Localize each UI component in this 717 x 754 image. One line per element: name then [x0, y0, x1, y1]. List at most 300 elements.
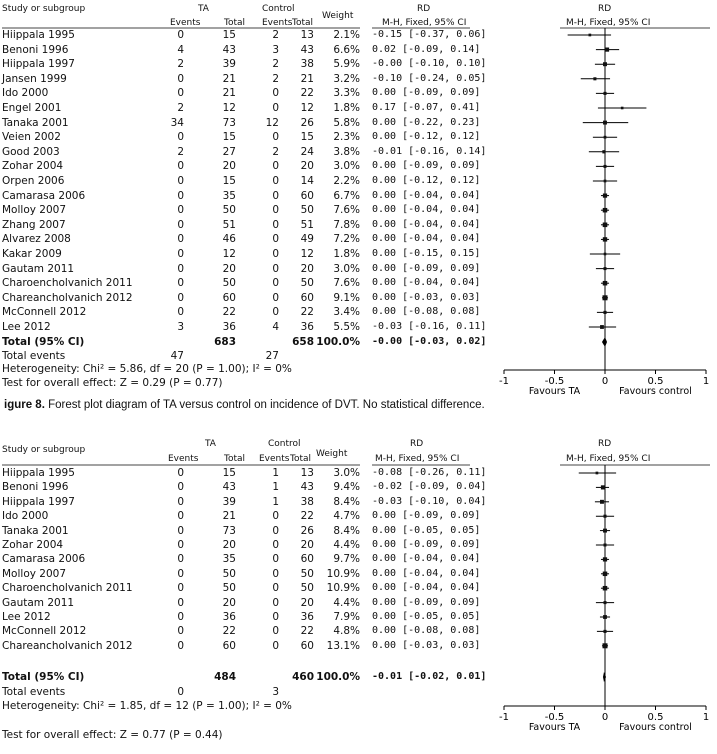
control-events: 1 — [272, 481, 279, 494]
rd-value: -0.15 [-0.37, 0.06] — [372, 29, 487, 40]
weight-value: 5.9% — [333, 58, 360, 71]
weight-value: 4.8% — [333, 625, 360, 638]
ta-events: 0 — [177, 131, 184, 144]
weight-value: 3.2% — [333, 72, 360, 85]
control-events: 0 — [272, 233, 279, 246]
control-total: 50 — [300, 582, 314, 595]
rd-value: -0.10 [-0.24, 0.05] — [372, 72, 487, 84]
total-label: Total (95% CI) — [2, 336, 85, 348]
point-estimate — [604, 136, 607, 139]
weight-value: 3.0% — [333, 262, 360, 275]
point-estimate — [604, 267, 607, 270]
control-total: 15 — [300, 131, 314, 144]
point-estimate — [601, 485, 605, 489]
rd-value: 0.00 [-0.09, 0.09] — [372, 262, 481, 274]
control-events: 0 — [272, 87, 279, 100]
control-total: 38 — [300, 58, 314, 71]
rd-value: 0.00 [-0.04, 0.04] — [372, 204, 481, 216]
study-name: Gautam 2011 — [2, 262, 75, 275]
ta-events: 0 — [177, 510, 184, 523]
header-method-right: M-H, Fixed, 95% CI — [566, 18, 651, 28]
figure-caption — [4, 399, 485, 411]
ta-events: 0 — [177, 218, 184, 231]
control-events: 2 — [272, 72, 279, 85]
weight-value: 5.8% — [333, 116, 360, 129]
ta-total: 12 — [222, 248, 236, 260]
point-estimate — [604, 253, 607, 256]
control-events: 2 — [272, 29, 279, 41]
control-events: 0 — [272, 204, 279, 217]
forest-plot-graphic — [0, 436, 717, 754]
control-total: 60 — [300, 291, 314, 304]
heterogeneity: Heterogeneity: Chi² = 5.86, df = 20 (P = 1.00); I² = 0% — [2, 363, 292, 375]
control-total: 20 — [300, 539, 314, 551]
ta-total: 50 — [222, 582, 236, 595]
weight-value: 2.2% — [333, 175, 360, 187]
study-name: Good 2003 — [2, 145, 60, 158]
study-name: Zhang 2007 — [2, 218, 66, 231]
control-events: 3 — [272, 43, 279, 56]
ta-total: 73 — [222, 524, 236, 537]
ta-total: 21 — [222, 87, 236, 100]
header-method: M-H, Fixed, 95% CI — [375, 454, 460, 464]
total-events-control: 3 — [272, 686, 279, 698]
pooled-diamond — [603, 672, 606, 682]
ta-total: 60 — [222, 639, 236, 652]
point-estimate — [603, 208, 608, 213]
ta-total: 21 — [222, 510, 236, 523]
rd-value: 0.00 [-0.08, 0.08] — [372, 306, 481, 318]
control-total: 20 — [300, 596, 314, 609]
rd-value: -0.03 [-0.16, 0.11] — [372, 321, 487, 332]
ta-total: 39 — [222, 495, 236, 508]
rd-value: 0.00 [-0.03, 0.03] — [372, 291, 481, 303]
ta-total: 27 — [222, 145, 236, 158]
rd-value: -0.08 [-0.26, 0.11] — [372, 467, 487, 478]
weight-value: 1.8% — [333, 102, 360, 114]
control-events: 0 — [272, 218, 279, 231]
header-total-control: Total — [292, 18, 314, 28]
weight-value: 4.4% — [333, 539, 360, 551]
control-events: 0 — [272, 102, 279, 114]
control-events: 0 — [272, 291, 279, 304]
rd-value: 0.00 [-0.12, 0.12] — [372, 175, 481, 186]
control-total: 43 — [300, 43, 314, 56]
rd-value: 0.17 [-0.07, 0.41] — [372, 102, 481, 113]
weight-value: 6.6% — [333, 43, 360, 56]
point-estimate — [603, 281, 608, 286]
weight-value: 1.8% — [333, 248, 360, 260]
ta-events: 0 — [177, 625, 184, 638]
header-method-right: M-H, Fixed, 95% CI — [566, 454, 651, 464]
point-estimate — [603, 630, 606, 633]
control-total: 22 — [300, 625, 314, 638]
header-events-control: Events — [259, 454, 290, 464]
control-total: 20 — [300, 160, 314, 173]
weight-value: 7.6% — [333, 204, 360, 217]
study-name: Molloy 2007 — [2, 567, 67, 580]
header-control: Control — [268, 439, 301, 449]
weight-value: 7.8% — [333, 218, 360, 231]
ta-total: 43 — [222, 43, 236, 56]
axis-tick-label: -0.5 — [544, 712, 565, 723]
study-name: Benoni 1996 — [2, 481, 69, 494]
control-events: 0 — [272, 611, 279, 623]
rd-value: 0.00 [-0.04, 0.04] — [372, 218, 481, 230]
point-estimate — [603, 121, 607, 125]
ta-events: 0 — [177, 596, 184, 609]
control-total: 50 — [300, 567, 314, 580]
ta-events: 0 — [177, 567, 184, 580]
study-name: Molloy 2007 — [2, 204, 67, 217]
ta-total: 22 — [222, 625, 236, 638]
ta-events: 0 — [177, 291, 184, 304]
overall-effect: Test for overall effect: Z = 0.77 (P = 0.44) — [2, 729, 223, 741]
point-estimate — [605, 48, 609, 52]
ta-total: 15 — [222, 131, 236, 144]
header-events-ta: Events — [168, 454, 199, 464]
ta-total: 22 — [222, 306, 236, 319]
forest-plot-bleeding — [0, 436, 717, 754]
point-estimate — [604, 165, 607, 168]
study-name: Lee 2012 — [2, 611, 51, 623]
ta-events: 0 — [177, 277, 184, 290]
header-rd-right: RD — [598, 4, 612, 14]
control-total: 26 — [300, 524, 314, 537]
study-name: Charoencholvanich 2011 — [2, 277, 133, 290]
ta-events: 2 — [177, 102, 184, 114]
axis-tick-label: 1 — [702, 712, 710, 723]
rd-value: 0.00 [-0.09, 0.09] — [372, 596, 481, 608]
ta-total: 35 — [222, 189, 236, 202]
header-total-ta: Total — [224, 18, 246, 28]
study-name: Zohar 2004 — [2, 539, 64, 551]
point-estimate — [603, 572, 607, 576]
control-total: 50 — [300, 204, 314, 217]
control-events: 0 — [272, 510, 279, 523]
ta-total: 20 — [222, 160, 236, 173]
header-total-control: Total — [290, 454, 312, 464]
control-total: 13 — [300, 29, 314, 41]
ta-total: 35 — [222, 553, 236, 566]
weight-value: 7.6% — [333, 277, 360, 290]
control-total: 60 — [300, 189, 314, 202]
control-total: 43 — [300, 481, 314, 494]
point-estimate — [589, 34, 592, 37]
study-name: Chareancholvanich 2012 — [2, 291, 133, 304]
rd-value: -0.02 [-0.09, 0.04] — [372, 481, 487, 493]
control-total: 51 — [300, 218, 314, 231]
axis-tick-label: 0 — [601, 712, 609, 723]
header-method: M-H, Fixed, 95% CI — [382, 18, 467, 28]
control-events: 0 — [272, 277, 279, 290]
point-estimate — [603, 237, 607, 241]
figure-label: igure 8. — [4, 399, 45, 411]
total-events-ta: 0 — [177, 686, 184, 698]
rd-value: 0.00 [-0.22, 0.23] — [372, 116, 481, 128]
control-total: 12 — [300, 102, 314, 114]
control-events: 0 — [272, 596, 279, 609]
total-ta: 683 — [214, 336, 236, 348]
control-events: 2 — [272, 145, 279, 158]
point-estimate — [603, 223, 608, 228]
rd-value: 0.00 [-0.15, 0.15] — [372, 248, 481, 259]
point-estimate — [593, 77, 596, 80]
ta-total: 50 — [222, 277, 236, 290]
ta-events: 2 — [177, 58, 184, 71]
study-name: Hiippala 1995 — [2, 467, 75, 479]
control-total: 21 — [300, 72, 314, 85]
rd-value: 0.00 [-0.09, 0.09] — [372, 539, 481, 550]
study-name: Hiippala 1997 — [2, 495, 75, 508]
point-estimate — [603, 543, 606, 546]
total-control: 658 — [292, 336, 314, 348]
rd-value: 0.00 [-0.04, 0.04] — [372, 189, 481, 201]
overall-effect: Test for overall effect: Z = 0.29 (P = 0.77) — [2, 377, 223, 389]
weight-value: 7.2% — [333, 233, 360, 246]
heterogeneity: Heterogeneity: Chi² = 1.85, df = 12 (P = 1.00); I² = 0% — [2, 700, 292, 712]
axis-tick-label: 0.5 — [647, 712, 664, 723]
ta-total: 36 — [222, 321, 236, 333]
ta-events: 2 — [177, 145, 184, 158]
rd-value: 0.00 [-0.08, 0.08] — [372, 625, 481, 637]
ta-total: 46 — [222, 233, 236, 246]
total-weight: 100.0% — [316, 671, 360, 683]
ta-total: 20 — [222, 262, 236, 275]
control-events: 0 — [272, 567, 279, 580]
total-rd: -0.01 [-0.02, 0.01] — [372, 671, 487, 682]
ta-total: 12 — [222, 102, 236, 114]
study-name: Veien 2002 — [2, 131, 61, 144]
point-estimate — [603, 515, 606, 518]
weight-value: 4.7% — [333, 510, 360, 523]
study-name: Hiippala 1997 — [2, 58, 75, 71]
control-events: 0 — [272, 248, 279, 260]
control-total: 20 — [300, 262, 314, 275]
weight-value: 5.5% — [333, 321, 360, 333]
total-ta: 484 — [214, 671, 236, 683]
study-name: Camarasa 2006 — [2, 553, 86, 566]
ta-events: 0 — [177, 87, 184, 100]
favours-control-label: Favours control — [619, 386, 692, 397]
total-weight: 100.0% — [316, 336, 360, 348]
point-estimate — [603, 615, 607, 619]
point-estimate — [603, 92, 606, 95]
ta-total: 60 — [222, 291, 236, 304]
weight-value: 10.9% — [326, 582, 360, 595]
ta-total: 51 — [222, 218, 236, 231]
weight-value: 3.8% — [333, 145, 360, 158]
weight-value: 10.9% — [326, 567, 360, 580]
header-rd: RD — [410, 439, 424, 449]
axis-tick-label: -1 — [499, 712, 509, 723]
control-events: 12 — [265, 116, 279, 129]
rd-value: 0.00 [-0.12, 0.12] — [372, 131, 481, 143]
ta-total: 50 — [222, 567, 236, 580]
weight-value: 8.4% — [333, 495, 360, 508]
header-weight: Weight — [322, 11, 354, 21]
axis-tick-label: 1 — [702, 376, 710, 387]
point-estimate — [602, 150, 605, 153]
control-events: 0 — [272, 524, 279, 537]
total-events-label: Total events — [2, 350, 66, 362]
total-events-ta: 47 — [170, 350, 184, 362]
control-total: 22 — [300, 306, 314, 319]
control-events: 0 — [272, 625, 279, 638]
ta-events: 0 — [177, 481, 184, 494]
study-name: Ido 2000 — [2, 87, 49, 100]
header-ta: TA — [198, 4, 209, 14]
rd-value: 0.00 [-0.04, 0.04] — [372, 277, 481, 289]
ta-events: 3 — [177, 321, 184, 333]
study-name: Lee 2012 — [2, 321, 51, 333]
ta-total: 20 — [222, 539, 236, 551]
study-name: Camarasa 2006 — [2, 189, 86, 202]
ta-events: 0 — [177, 29, 184, 41]
study-name: Ido 2000 — [2, 510, 49, 523]
weight-value: 8.4% — [333, 524, 360, 537]
control-total: 49 — [300, 233, 314, 246]
rd-value: -0.01 [-0.16, 0.14] — [372, 145, 487, 157]
weight-value: 9.4% — [333, 481, 360, 494]
ta-events: 0 — [177, 611, 184, 623]
weight-value: 3.0% — [333, 467, 360, 479]
control-events: 0 — [272, 189, 279, 202]
ta-events: 0 — [177, 175, 184, 187]
header-events-control: Events — [262, 18, 293, 28]
weight-value: 9.1% — [333, 291, 360, 304]
study-name: Engel 2001 — [2, 102, 62, 114]
study-name: Charoencholvanich 2011 — [2, 582, 133, 595]
point-estimate — [600, 325, 604, 329]
study-name: Hiippala 1995 — [2, 29, 75, 41]
rd-value: 0.00 [-0.04, 0.04] — [372, 567, 481, 579]
control-total: 60 — [300, 553, 314, 566]
control-total: 38 — [300, 495, 314, 508]
control-events: 0 — [272, 131, 279, 144]
ta-total: 15 — [222, 29, 236, 41]
study-name: Jansen 1999 — [2, 72, 67, 85]
control-total: 36 — [300, 611, 314, 623]
total-control: 460 — [292, 671, 314, 683]
ta-total: 21 — [222, 72, 236, 85]
rd-value: 0.00 [-0.09, 0.09] — [372, 160, 481, 172]
ta-events: 0 — [177, 233, 184, 246]
control-events: 1 — [272, 467, 279, 479]
control-events: 0 — [272, 639, 279, 652]
control-events: 0 — [272, 553, 279, 566]
ta-total: 15 — [222, 175, 236, 187]
control-total: 12 — [300, 248, 314, 260]
study-name: Benoni 1996 — [2, 43, 69, 56]
point-estimate — [603, 586, 607, 590]
rd-value: 0.00 [-0.09, 0.09] — [372, 510, 481, 522]
control-total: 22 — [300, 510, 314, 523]
control-total: 22 — [300, 87, 314, 100]
control-total: 50 — [300, 277, 314, 290]
rd-value: 0.00 [-0.04, 0.04] — [372, 582, 481, 594]
control-events: 0 — [272, 175, 279, 187]
ta-total: 39 — [222, 58, 236, 71]
ta-total: 15 — [222, 467, 236, 479]
weight-value: 7.9% — [333, 611, 360, 623]
study-name: Kakar 2009 — [2, 248, 62, 260]
weight-value: 2.1% — [333, 29, 360, 41]
control-events: 1 — [272, 495, 279, 508]
header-study: Study or subgroup — [2, 4, 86, 14]
rd-value: 0.00 [-0.05, 0.05] — [372, 611, 481, 622]
point-estimate — [600, 500, 604, 504]
favours-control-label: Favours control — [619, 722, 692, 733]
point-estimate — [603, 529, 607, 533]
header-events-ta: Events — [170, 18, 201, 28]
study-name: Alvarez 2008 — [2, 233, 71, 246]
rd-value: 0.00 [-0.04, 0.04] — [372, 553, 481, 565]
rd-value: -0.03 [-0.10, 0.04] — [372, 495, 487, 507]
total-rd: -0.00 [-0.03, 0.02] — [372, 336, 487, 347]
ta-events: 0 — [177, 160, 184, 173]
ta-events: 0 — [177, 306, 184, 319]
axis-tick-label: -0.5 — [544, 376, 565, 387]
control-events: 2 — [272, 58, 279, 71]
ta-events: 0 — [177, 639, 184, 652]
rd-value: -0.00 [-0.10, 0.10] — [372, 58, 487, 70]
weight-value: 4.4% — [333, 596, 360, 609]
ta-total: 36 — [222, 611, 236, 623]
point-estimate — [603, 62, 607, 66]
control-events: 0 — [272, 306, 279, 319]
study-name: McConnell 2012 — [2, 625, 87, 638]
header-control: Control — [262, 4, 295, 14]
study-name: Tanaka 2001 — [2, 524, 69, 537]
ta-events: 0 — [177, 524, 184, 537]
rd-value: 0.00 [-0.03, 0.03] — [372, 639, 481, 651]
control-events: 0 — [272, 160, 279, 173]
study-name: Gautam 2011 — [2, 596, 75, 609]
ta-events: 0 — [177, 539, 184, 551]
ta-events: 0 — [177, 72, 184, 85]
ta-events: 0 — [177, 248, 184, 260]
header-total-ta: Total — [224, 454, 246, 464]
point-estimate — [621, 107, 624, 110]
header-weight: Weight — [316, 449, 348, 459]
control-events: 0 — [272, 262, 279, 275]
ta-total: 73 — [222, 116, 236, 129]
ta-events: 0 — [177, 204, 184, 217]
axis-tick-label: 0 — [601, 376, 609, 387]
total-events-control: 27 — [265, 350, 279, 362]
weight-value: 9.7% — [333, 553, 360, 566]
control-total: 36 — [300, 321, 314, 333]
point-estimate — [603, 295, 608, 300]
rd-value: 0.00 [-0.05, 0.05] — [372, 524, 481, 536]
header-rd-right: RD — [598, 439, 612, 449]
ta-total: 43 — [222, 481, 236, 494]
control-events: 0 — [272, 582, 279, 595]
control-total: 14 — [300, 175, 314, 187]
figure-text: Forest plot diagram of TA versus control on incidence of DVT. No statistical difference. — [44, 399, 485, 411]
rd-value: 0.00 [-0.04, 0.04] — [372, 233, 481, 245]
favours-ta-label: Favours TA — [528, 386, 581, 397]
header-rd: RD — [417, 4, 431, 14]
ta-total: 20 — [222, 596, 236, 609]
study-name: Zohar 2004 — [2, 160, 64, 173]
point-estimate — [603, 311, 606, 314]
control-total: 13 — [300, 467, 314, 479]
ta-events: 0 — [177, 582, 184, 595]
axis-tick-label: 0.5 — [647, 376, 664, 387]
point-estimate — [603, 601, 606, 604]
